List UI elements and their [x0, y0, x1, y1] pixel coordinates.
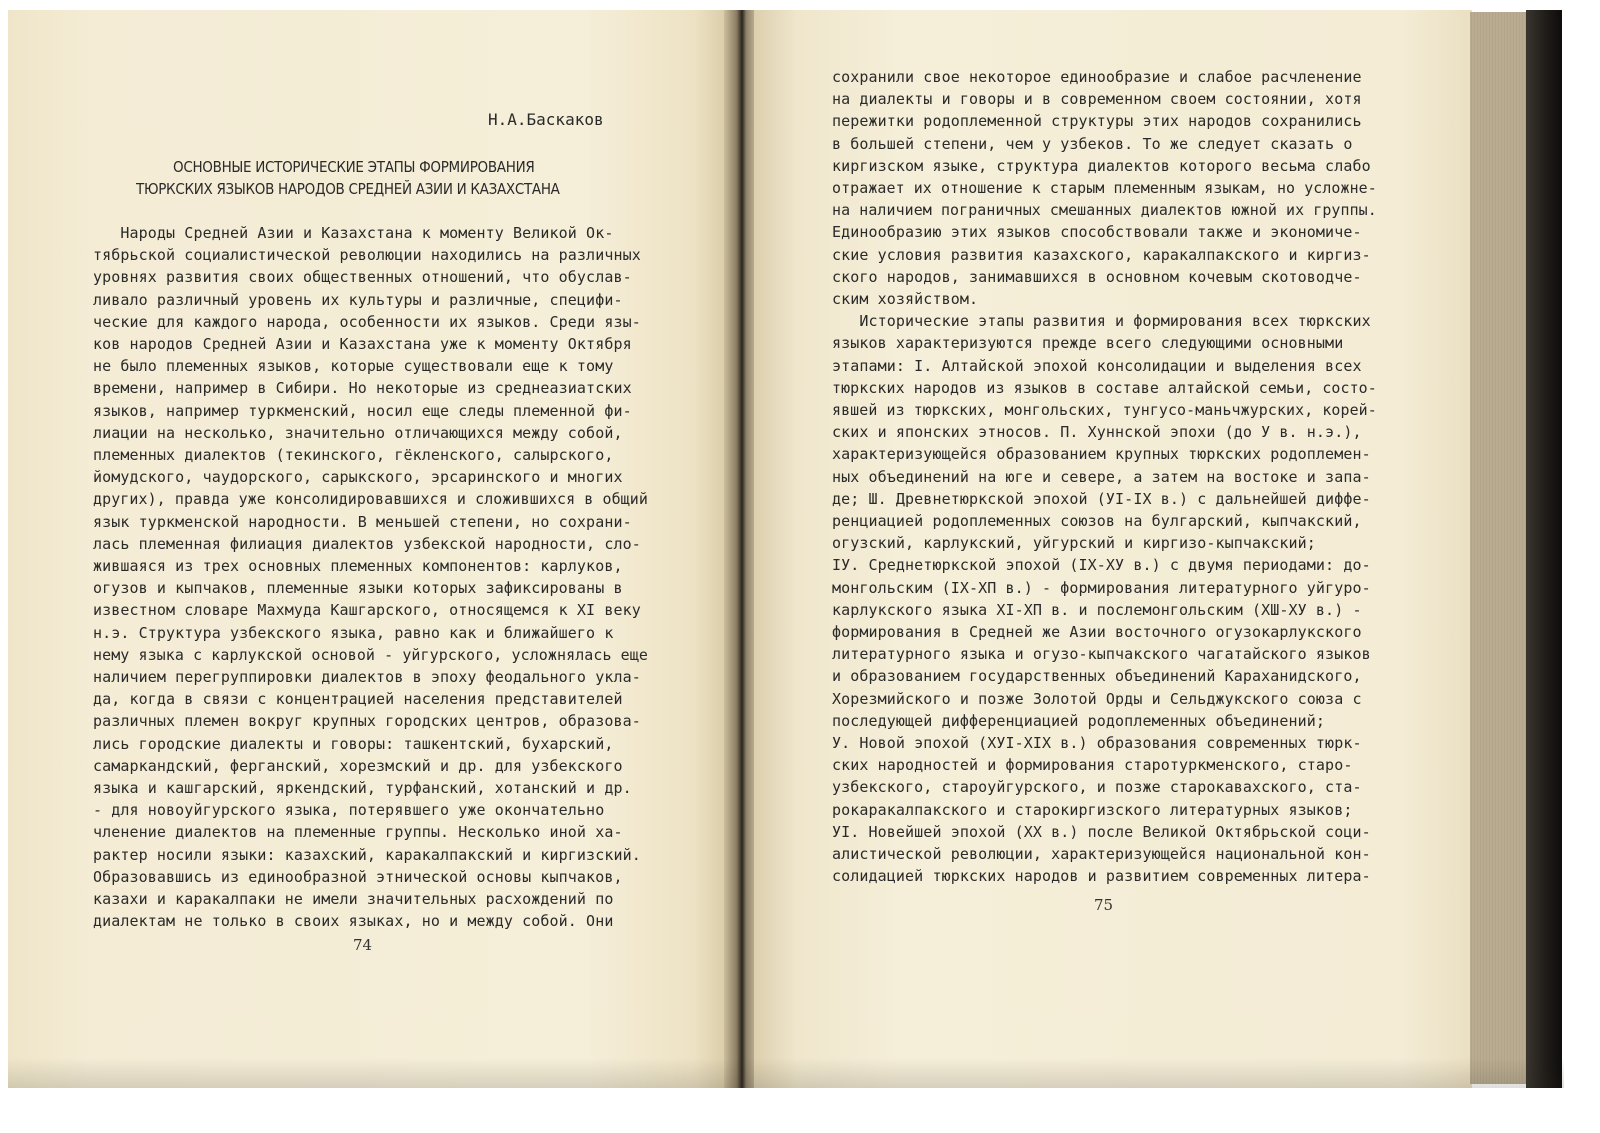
- left-text-line-13: других), правда уже консолидировавшихся и сложившихся в общий: [93, 490, 648, 509]
- left-text-line-10: лиации на несколько, значительно отличающихся между собой,: [93, 423, 623, 442]
- right-text-line-14: этапами: I. Алтайской эпохой консолидации и выделения всех: [832, 356, 1362, 375]
- right-text-line-15: тюркских народов из языков в составе алтайской семьи, состо-: [832, 378, 1377, 397]
- right-text-line-27: литературного языка и огузо-кыпчакского чагатайского языков: [832, 645, 1371, 664]
- left-text-line-6: ков народов Средней Азии и Казахстана уже к моменту Октября: [93, 335, 632, 353]
- right-text-line-1: сохранили свое некоторое единообразие и слабое расчленение: [832, 68, 1362, 86]
- left-text-line-7: не было племенных языков, которые существовали еще к тому: [93, 357, 614, 376]
- left-text-line-27: - для новоуйгурского языка, потерявшего уже окончательно: [93, 801, 605, 820]
- left-text-line-32: диалектам не только в своих языках, но и между собой. Они: [93, 912, 614, 931]
- article-title-line-2: ТЮРКСКИХ ЯЗЫКОВ НАРОДОВ СРЕДНЕЙ АЗИИ И КАЗАХСТАНА: [136, 180, 560, 198]
- page-number-left: 74: [353, 936, 373, 954]
- left-text-line-5: ческие для каждого народа, особенности их языков. Среди язы-: [93, 312, 641, 331]
- book-cover-edge: [1526, 10, 1562, 1088]
- left-text-line-28: членение диалектов на племенные группы. Несколько иной ха-: [93, 823, 623, 842]
- right-text-line-23: IУ. Среднетюркской эпохой (IX-XУ в.) с двумя периодами: до-: [832, 556, 1371, 575]
- left-text-line-17: огузов и кыпчаков, племенные языки которых зафиксированы в: [93, 579, 623, 598]
- right-text-line-17: ских и японских этносов. П. Хуннской эпохи (до У в. н.э.),: [832, 423, 1362, 442]
- left-text-line-22: да, когда в связи с концентрацией населения представителей: [93, 690, 623, 709]
- right-text-line-25: карлукского языка XI-XП в. и послемонгольским (XШ-XУ в.) -: [832, 600, 1362, 619]
- right-text-line-33: узбекского, староуйгурского, и позже старокавахского, ста-: [832, 778, 1362, 797]
- left-text-line-3: уровнях развития своих общественных отношений, что обуслав-: [93, 268, 632, 287]
- left-text-line-20: нему языка с карлукской основой - уйгурского, усложнялась еще: [93, 645, 648, 664]
- right-text-line-37: солидацией тюркских народов и развитием современных литера-: [832, 867, 1371, 886]
- left-text-line-9: языков, например туркменский, носил еще следы племенной фи-: [93, 401, 632, 420]
- left-text-line-8: времени, например в Сибири. Но некоторые из среднеазиатских: [93, 379, 632, 398]
- right-text-line-31: У. Новой эпохой (XУI-XIX в.) образования современных тюрк-: [832, 734, 1362, 752]
- left-text-line-14: язык туркменской народности. В меньшей степени, но сохрани-: [93, 512, 632, 531]
- right-text-line-19: ных объединений на юге и севере, а затем на востоке и запа-: [832, 467, 1371, 486]
- left-text-line-2: тябрьской социалистической революции находились на различных: [93, 246, 641, 265]
- left-text-line-1: Народы Средней Азии и Казахстана к моменту Великой Ок-: [93, 224, 614, 242]
- right-text-line-29: Хорезмийского и позже Золотой Орды и Сельджукского союза с: [832, 689, 1362, 708]
- right-text-line-7: на наличием пограничных смешанных диалектов южной их группы.: [832, 201, 1377, 220]
- left-text-line-23: различных племен вокруг крупных городских центров, образова-: [93, 712, 641, 731]
- right-text-line-34: рокаракалпакского и старокиргизского литературных языков;: [832, 800, 1353, 819]
- left-text-line-12: йомудского, чаудорского, сарыкского, эрсаринского и многих: [93, 468, 623, 487]
- right-text-line-18: характеризующейся образованием крупных тюркских родоплемен-: [832, 445, 1371, 464]
- page-number-right: 75: [1094, 896, 1114, 914]
- right-text-line-8: Единообразию этих языков способствовали также и экономиче-: [832, 223, 1362, 242]
- open-book: [8, 10, 1564, 1088]
- left-text-line-19: н.э. Структура узбекского языка, равно как и ближайшего к: [93, 623, 614, 642]
- right-text-line-35: УI. Новейшей эпохой (XX в.) после Великой Октябрьской соци-: [832, 822, 1371, 841]
- right-text-line-4: в большей степени, чем у узбеков. То же следует сказать о: [832, 134, 1353, 153]
- article-title-line-1: ОСНОВНЫЕ ИСТОРИЧЕСКИЕ ЭТАПЫ ФОРМИРОВАНИЯ: [173, 158, 535, 176]
- left-text-line-15: лась племенная филиация диалектов узбекской народности, сло-: [93, 534, 641, 553]
- right-text-line-28: и образованием государственных объединений Караханидского,: [832, 667, 1362, 686]
- left-text-line-4: ливало различный уровень их культуры и различные, специфи-: [93, 290, 623, 309]
- left-text-line-21: наличием перегруппировки диалектов в эпоху феодального укла-: [93, 668, 641, 686]
- left-text-line-24: лись городские диалекты и говоры: ташкентский, бухарский,: [93, 734, 614, 753]
- right-text-line-6: отражает их отношение к старым племенным языкам, но усложне-: [832, 179, 1377, 197]
- right-text-line-24: монгольским (IX-XП в.) - формирования литературного уйгуро-: [832, 578, 1371, 597]
- left-text-line-26: языка и кашгарский, яркендский, турфанский, хотанский и др.: [93, 779, 632, 797]
- right-text-line-26: формирования в Средней же Азии восточного огузокарлукского: [832, 623, 1362, 641]
- left-text-line-18: известном словаре Махмуда Кашгарского, относящемся к XI веку: [93, 601, 641, 620]
- left-text-line-25: самаркандский, ферганский, хорезмский и др. для узбекского: [93, 756, 623, 775]
- right-text-line-22: огузский, карлукский, уйгурский и киргизо-кыпчакский;: [832, 534, 1316, 553]
- right-text-line-3: пережитки родоплеменной структуры этих народов сохранились: [832, 112, 1362, 131]
- right-text-line-20: де; Ш. Древнетюркской эпохой (УI-IX в.) с дальнейшей диффе-: [832, 489, 1371, 508]
- left-page: [8, 10, 730, 1088]
- left-text-line-29: рактер носили языки: казахский, каракалпакский и киргизский.: [93, 845, 641, 864]
- right-text-line-2: на диалекты и говоры и в современном своем состоянии, хотя: [832, 90, 1362, 109]
- page-edges: [1470, 12, 1528, 1084]
- right-text-line-12: Исторические этапы развития и формирования всех тюркских: [832, 312, 1371, 331]
- right-text-line-30: последующей дифференциацией родоплеменных объединений;: [832, 711, 1326, 730]
- right-text-line-21: ренциацией родоплеменных союзов на булгарский, кыпчакский,: [832, 512, 1362, 530]
- right-page: [754, 10, 1472, 1088]
- left-text-line-31: казахи и каракалпаки не имели значительных расхождений по: [93, 890, 614, 908]
- right-text-line-11: ским хозяйством.: [832, 290, 979, 308]
- left-text-line-30: Образовавшись из единообразной этнической основы кыпчаков,: [93, 867, 623, 886]
- right-text-line-36: алистической революции, характеризующейся национальной кон-: [832, 845, 1371, 863]
- right-text-line-32: ских народностей и формирования старотуркменского, старо-: [832, 756, 1353, 775]
- right-text-line-9: ские условия развития казахского, каракалпакского и киргиз-: [832, 245, 1371, 264]
- right-text-line-16: явшей из тюркских, монгольских, тунгусо-маньчжурских, корей-: [832, 401, 1377, 419]
- left-text-line-16: жившаяся из трех основных племенных компонентов: карлуков,: [93, 557, 623, 575]
- right-text-line-5: киргизском языке, структура диалектов которого весьма слабо: [832, 156, 1371, 175]
- right-text-line-13: языков характеризуются прежде всего следующими основными: [832, 334, 1344, 353]
- right-text-line-10: ского народов, занимавшихся в основном кочевым скотоводче-: [832, 267, 1362, 286]
- left-text-line-11: племенных диалектов (текинского, гёкленского, салырского,: [93, 446, 614, 464]
- author-name: Н.А.Баскаков: [488, 110, 604, 129]
